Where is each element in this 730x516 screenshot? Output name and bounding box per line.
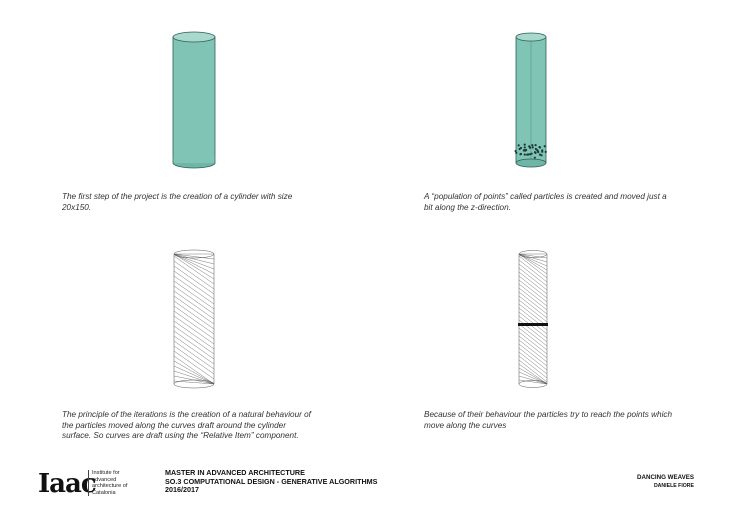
institute-name: Institute for advanced architecture of Catalonia [88,470,140,496]
solid-cylinder-figure [162,30,226,172]
curve-hatching [519,254,547,384]
particle-band [518,323,548,326]
course-title: MASTER IN ADVANCED ARCHITECTURE [165,468,305,477]
caption-1: The first step of the project is the creation of a cylinder with size 20x150. [62,192,293,212]
caption-2: A “population of points” called particles is created and moved just a bit along the z-direction. [424,192,667,212]
curves-cylinder-figure [168,246,220,392]
course-year: 2016/2017 [165,485,199,495]
footer [0,462,730,516]
course-info [165,469,377,495]
project-title: DANCING WEAVES [637,474,694,481]
particles-cylinder-figure [509,30,553,172]
project-author: DANIELE FIORE [653,483,694,489]
caption-3: The principle of the iterations is the creation of a natural behaviour of the particles moved along the curves draft around the cylinder surface. So curves are draft using the “Relative Item” component. [62,410,311,440]
particles-curves-cylinder-figure [513,246,553,392]
iaac-logo: Iaac [38,469,96,499]
curve-hatching [174,254,214,384]
course-module: SO.3 COMPUTATIONAL DESIGN - GENERATIVE ALGORITHMS [165,476,378,486]
project-info [637,474,694,490]
caption-4: Because of their behaviour the particles try to reach the points which move along the curves [424,410,673,430]
